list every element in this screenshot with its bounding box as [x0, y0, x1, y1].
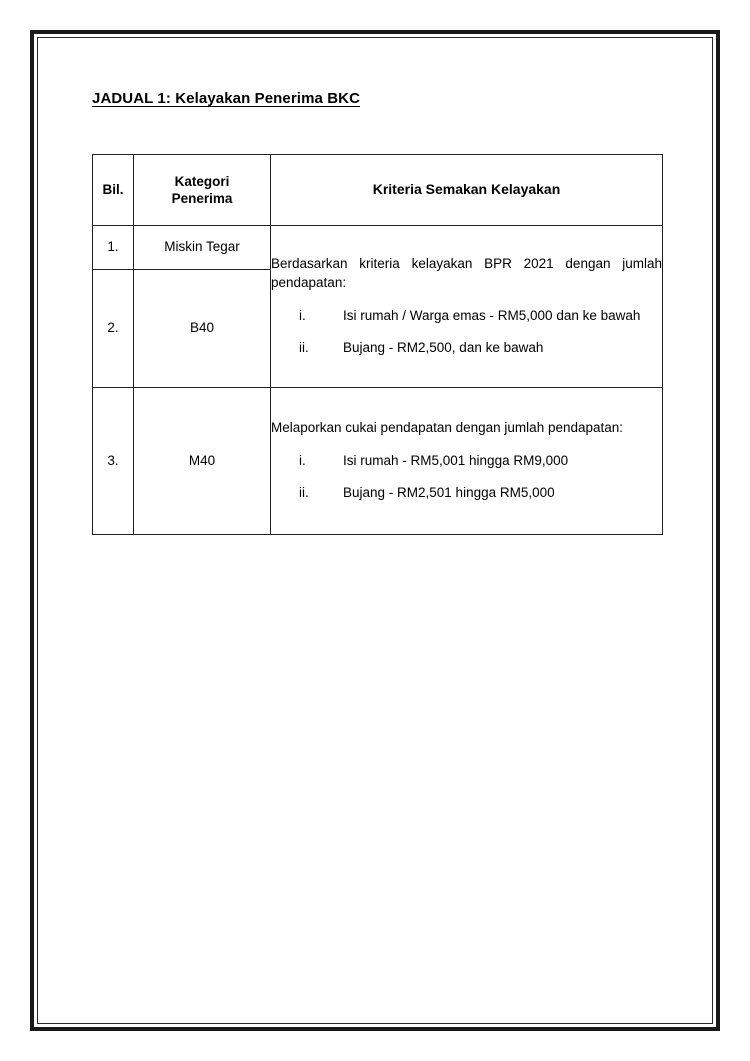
- criteria-list-item: [271, 484, 662, 503]
- column-header-kriteria: [271, 155, 663, 226]
- list-marker: ii.: [299, 340, 309, 356]
- cell-kriteria-3: [271, 388, 663, 535]
- list-item-text: Isi rumah - RM5,001 hingga RM9,000: [343, 452, 569, 468]
- criteria-list-item: [271, 307, 662, 326]
- criteria-list-item: [271, 452, 662, 471]
- table-row: [93, 388, 663, 535]
- table-row: [93, 226, 663, 270]
- column-header-kriteria-label: Kriteria Semakan Kelayakan: [372, 181, 561, 198]
- table-header-row: [93, 155, 663, 226]
- criteria-intro-3: Melaporkan cukai pendapatan dengan jumlah pendapatan:: [271, 420, 624, 436]
- list-item-text: Bujang - RM2,500, dan ke bawah: [343, 340, 544, 356]
- list-marker: ii.: [299, 485, 309, 501]
- eligibility-table: [92, 154, 663, 535]
- cell-kategori-3: M40: [134, 388, 271, 535]
- page-title: JADUAL 1: Kelayakan Penerima BKC: [92, 90, 361, 107]
- cell-kategori-1: Miskin Tegar: [134, 226, 271, 270]
- page-content: [34, 34, 716, 1027]
- column-header-kategori-line1: Kategori: [174, 173, 230, 189]
- list-marker: i.: [299, 452, 306, 468]
- document-page: [30, 30, 720, 1031]
- column-header-kategori: [134, 155, 271, 226]
- cell-kriteria-1-2: [271, 226, 663, 388]
- criteria-list-3: [271, 452, 662, 503]
- list-marker: i.: [299, 307, 306, 323]
- list-item-text: Bujang - RM2,501 hingga RM5,000: [343, 485, 555, 501]
- eligibility-table-wrapper: [92, 154, 662, 535]
- list-item-text: Isi rumah / Warga emas - RM5,000 dan ke bawah: [343, 307, 641, 323]
- cell-bil-3: 3.: [93, 388, 134, 535]
- criteria-list-2: [271, 307, 662, 358]
- column-header-bil: [93, 155, 134, 226]
- column-header-kategori-line2: Penerima: [171, 191, 233, 206]
- criteria-list-item: [271, 339, 662, 358]
- cell-bil-1: 1.: [93, 226, 134, 270]
- criteria-intro-1: Berdasarkan kriteria kelayakan BPR 2021 dengan jumlah pendapatan:: [271, 256, 662, 290]
- cell-bil-2: 2.: [93, 270, 134, 388]
- cell-kategori-2: B40: [134, 270, 271, 388]
- column-header-bil-label: Bil.: [102, 182, 124, 198]
